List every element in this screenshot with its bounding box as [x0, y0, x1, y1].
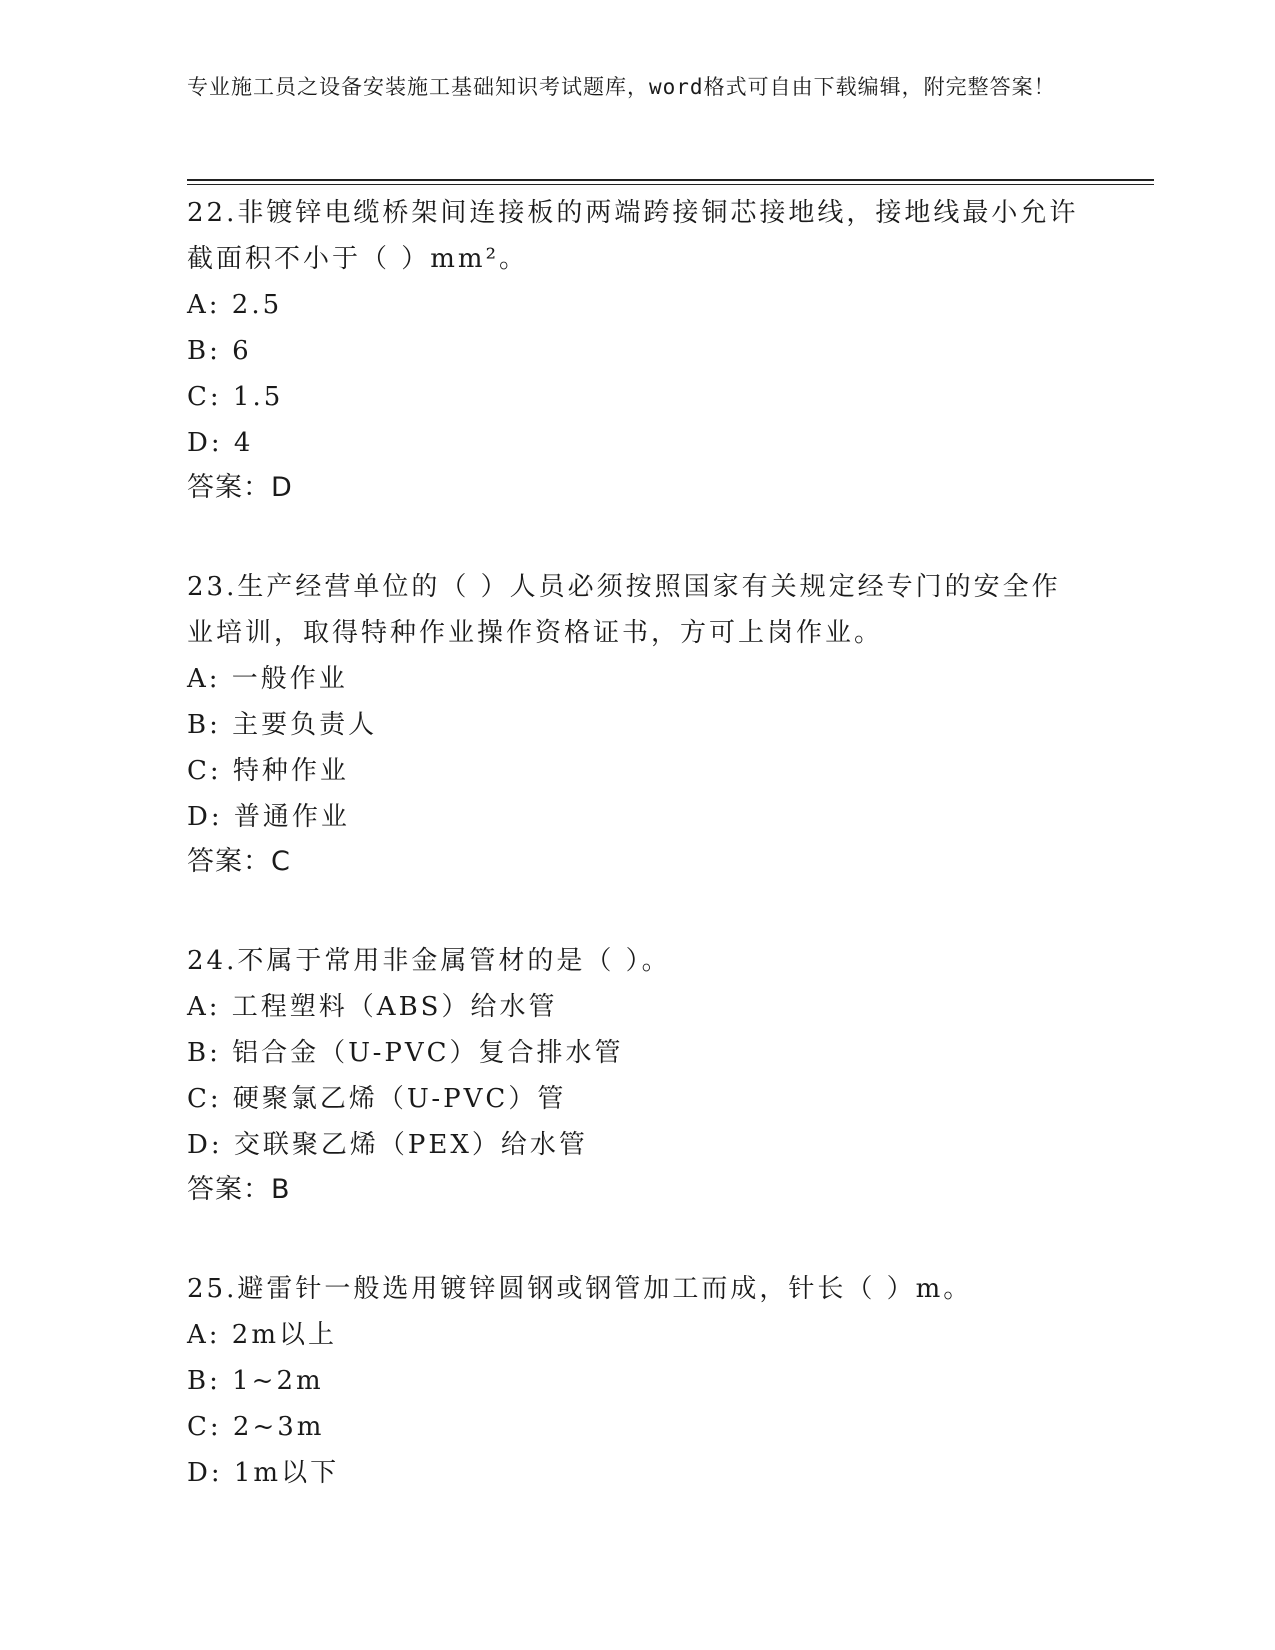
option-c: C: 特种作业	[187, 756, 349, 786]
option-b: B: 铝合金（U-PVC）复合排水管	[187, 1038, 624, 1068]
option-a: A: 2.5	[187, 290, 283, 320]
option-b: B: 6	[187, 336, 252, 366]
document-header: 专业施工员之设备安装施工基础知识考试题库，word格式可自由下载编辑，附完整答案！	[187, 75, 1056, 99]
question-list	[187, 190, 1087, 1550]
question-text: 23.生产经营单位的（ ）人员必须按照国家有关规定经专门的安全作业培训，取得特种作业操作资格证书，方可上岗作业。	[187, 572, 1061, 648]
answer: 答案：C	[187, 846, 291, 877]
option-a: A: 工程塑料（ABS）给水管	[187, 992, 558, 1022]
option-d: D: 普通作业	[187, 802, 350, 832]
option-b: B: 1~2m	[187, 1366, 324, 1396]
question-text: 22.非镀锌电缆桥架间连接板的两端跨接铜芯接地线，接地线最小允许截面积不小于（ ）mm²。	[187, 198, 1079, 274]
option-c: C: 硬聚氯乙烯（U-PVC）管	[187, 1084, 567, 1114]
question-23	[187, 564, 1087, 884]
option-a: A: 一般作业	[187, 664, 348, 694]
option-b: B: 主要负责人	[187, 710, 378, 740]
option-d: D: 1m以下	[187, 1458, 340, 1488]
option-d: D: 4	[187, 428, 254, 458]
option-d: D: 交联聚乙烯（PEX）给水管	[187, 1130, 588, 1160]
question-24	[187, 938, 1087, 1212]
question-text: 25.避雷针一般选用镀锌圆钢或钢管加工而成，针长（ ）m。	[187, 1274, 973, 1304]
option-c: C: 1.5	[187, 382, 284, 412]
option-a: A: 2m以上	[187, 1320, 337, 1350]
question-text: 24.不属于常用非金属管材的是（ ）。	[187, 946, 671, 976]
option-c: C: 2~3m	[187, 1412, 325, 1442]
header-divider-thin	[187, 184, 1154, 185]
question-25	[187, 1266, 1087, 1496]
header-divider	[187, 179, 1154, 181]
answer: 答案：B	[187, 1174, 291, 1205]
answer: 答案：D	[187, 472, 293, 503]
question-22	[187, 190, 1087, 510]
